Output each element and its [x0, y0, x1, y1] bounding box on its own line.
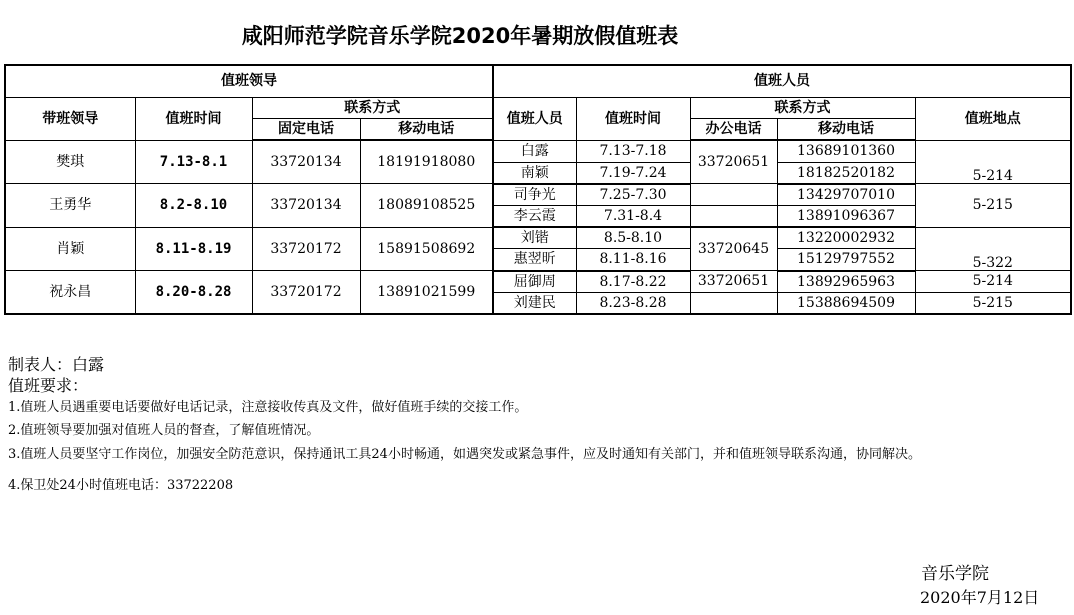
staff-mobile: 15388694509 — [777, 292, 915, 314]
requirement-item: 2.值班领导要加强对值班人员的督查，了解值班情况。 — [8, 423, 320, 438]
staff-name: 刘锴 — [493, 227, 576, 249]
staff-group-header: 值班人员 — [493, 65, 1071, 97]
staff-location: 5-215 — [915, 292, 1071, 314]
leader-mobile-phone: 13891021599 — [360, 271, 493, 314]
staff-time: 8.17-8.22 — [576, 271, 690, 293]
staff-time: 7.31-8.4 — [576, 205, 690, 227]
staff-location: 5-322 — [915, 227, 1071, 270]
staff-contact-header: 联系方式 — [690, 97, 915, 119]
staff-mobile: 13429707010 — [777, 184, 915, 206]
mobile-phone-header: 移动电话 — [360, 119, 493, 141]
table-row — [5, 140, 1071, 162]
leader-time: 8.2-8.10 — [135, 184, 252, 227]
document-date: 2020年7月12日 — [920, 588, 1040, 607]
staff-mobile: 13892965963 — [777, 271, 915, 293]
staff-mobile: 18182520182 — [777, 162, 915, 184]
staff-location: 5-215 — [915, 184, 1071, 227]
leader-name: 樊琪 — [5, 140, 135, 183]
leader-fixed-phone: 33720134 — [252, 140, 360, 183]
leader-fixed-phone: 33720172 — [252, 227, 360, 270]
staff-time: 7.25-7.30 — [576, 184, 690, 206]
duty-notes — [8, 354, 1068, 495]
table-row — [5, 184, 1071, 206]
leader-name: 肖颖 — [5, 227, 135, 270]
fixed-phone-header: 固定电话 — [252, 119, 360, 141]
group-header-row — [5, 65, 1071, 97]
leader-header: 带班领导 — [5, 97, 135, 140]
requirement-item: 1.值班人员遇重要电话要做好电话记录，注意接收传真及文件，做好值班手续的交接工作。 — [8, 400, 528, 415]
leader-group-header: 值班领导 — [5, 65, 493, 97]
staff-name: 司争光 — [493, 184, 576, 206]
leader-time: 7.13-8.1 — [135, 140, 252, 183]
staff-time: 8.23-8.28 — [576, 292, 690, 314]
office-phone-header: 办公电话 — [690, 119, 777, 141]
staff-office-phone: 33720645 — [690, 227, 777, 270]
location-header: 值班地点 — [915, 97, 1071, 140]
staff-name: 李云霞 — [493, 205, 576, 227]
staff-mobile: 15129797552 — [777, 249, 915, 271]
column-header-row-1 — [5, 97, 1071, 119]
table-row — [5, 227, 1071, 249]
staff-time-header: 值班时间 — [576, 97, 690, 140]
staff-name: 白露 — [493, 140, 576, 162]
staff-location: 5-214 — [915, 271, 1071, 293]
requirement-item: 3.值班人员要坚守工作岗位，加强安全防范意识，保持通讯工具24小时畅通，如遇突发或紧急事件，应及时通知有关部门，并和值班领导联系沟通，协同解决。 — [8, 447, 921, 462]
requirement-item: 4.保卫处24小时值班电话：33722208 — [8, 478, 234, 493]
leader-name: 王勇华 — [5, 184, 135, 227]
staff-location: 5-214 — [915, 140, 1071, 183]
leader-mobile-phone: 18191918080 — [360, 140, 493, 183]
staff-name: 惠翌昕 — [493, 249, 576, 271]
staff-mobile: 13891096367 — [777, 205, 915, 227]
signature: 音乐学院 — [921, 564, 989, 584]
staff-mobile: 13689101360 — [777, 140, 915, 162]
staff-office-phone — [690, 292, 777, 314]
staff-time: 8.5-8.10 — [576, 227, 690, 249]
table-row — [5, 271, 1071, 293]
staff-office-phone: 33720651 — [690, 140, 777, 183]
leader-mobile-phone: 15891508692 — [360, 227, 493, 270]
staff-time: 8.11-8.16 — [576, 249, 690, 271]
leader-fixed-phone: 33720172 — [252, 271, 360, 314]
duty-table — [4, 64, 1072, 315]
leader-time: 8.11-8.19 — [135, 227, 252, 270]
staff-mobile: 13220002932 — [777, 227, 915, 249]
staff-time: 7.19-7.24 — [576, 162, 690, 184]
staff-mobile-header: 移动电话 — [777, 119, 915, 141]
leader-contact-header: 联系方式 — [252, 97, 493, 119]
staff-header: 值班人员 — [493, 97, 576, 140]
leader-mobile-phone: 18089108525 — [360, 184, 493, 227]
leader-time-header: 值班时间 — [135, 97, 252, 140]
leader-fixed-phone: 33720134 — [252, 184, 360, 227]
leader-time: 8.20-8.28 — [135, 271, 252, 314]
staff-office-phone — [690, 205, 777, 227]
staff-name: 南颖 — [493, 162, 576, 184]
table-maker: 制表人：白露 — [8, 355, 105, 374]
staff-name: 屈御周 — [493, 271, 576, 293]
requirements-title: 值班要求： — [8, 376, 89, 395]
staff-office-phone — [690, 184, 777, 206]
staff-name: 刘建民 — [493, 292, 576, 314]
leader-name: 祝永昌 — [5, 271, 135, 314]
staff-time: 7.13-7.18 — [576, 140, 690, 162]
staff-office-phone: 33720651 — [690, 271, 777, 293]
page-title: 咸阳师范学院音乐学院2020年暑期放假值班表 — [241, 24, 679, 48]
